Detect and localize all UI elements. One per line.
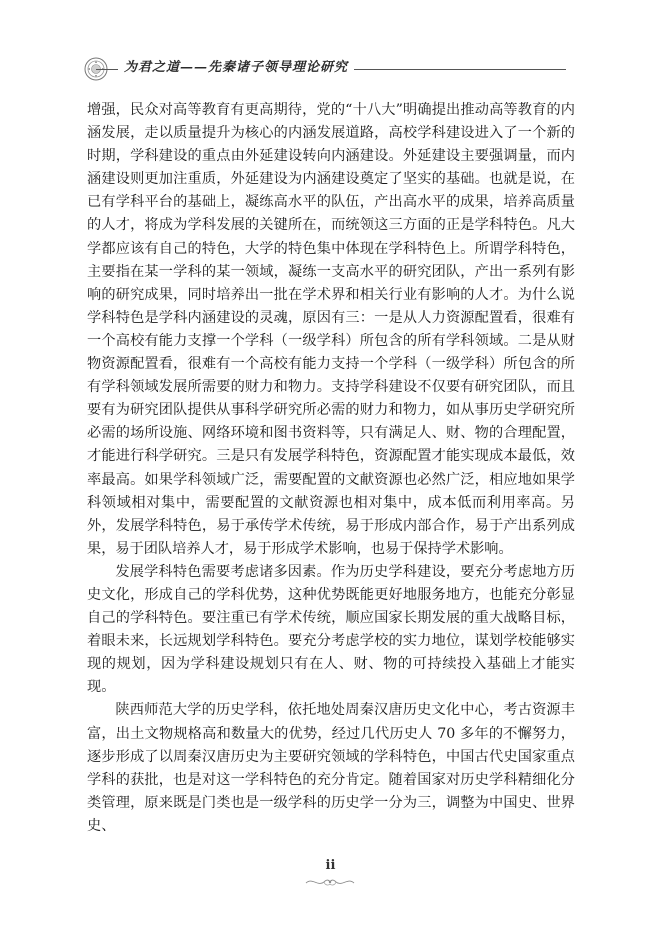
paragraph-2: 发展学科特色需要考虑诸多因素。作为历史学科建设，要充分考虑地方历史文化，形成自己的学科优势，这种优势既能更好地服务地方，也能充分彰显自己的学科特色。要注重已有学术传统，顺应国家长期发展的重大战略目标，着眼未来，长远规划学科特色。要充分考虑学校的实力地位，谋划学校能够实现的规划，因为学科建设规划只有在人、财、物的可持续投入基础上才能实现。: [87, 563, 575, 696]
running-title: 为君之道——先秦诸子领导理论研究: [118, 56, 354, 75]
body-text: [87, 99, 575, 838]
paragraph-1: 增强，民众对高等教育有更高期待，党的“十八大”明确提出推动高等教育的内涵发展，走以质量提升为核心的内涵发展道路，高校学科建设进入了一个新的时期，学科建设的重点由外延建设转向内涵建设。外延建设主要强调量，而内涵建设则更加注重质，外延建设为内涵建设奠定了坚实的基础。也就是说，在已有学科平台的基础上，凝练高水平的队伍，产出高水平的成果，培养高质量的人才，将成为学科发展的关键所在，而统领这三方面的正是学科特色。凡大学都应该有自己的特色，大学的特色集中体现在学科特色上。所谓学科特色，主要指在某一学科的某一领域，凝练一支高水平的研究团队，产出一系列有影响的研究成果，同时培养出一批在学术界和相关行业有影响的人才。为什么说学科特色是学科内涵建设的灵魂，原因有三：一是从人力资源配置看，很难有一个高校有能力支撑一个学科（一级学科）所包含的所有学科领域。二是从财物资源配置看，很难有一个高校有能力支持一个学科（一级学科）所包含的所有学科领域发展所需要的财力和物力。支持学科建设不仅要有研究团队，而且要有为研究团队提供从事科学研究所必需的财力和物力，如从事历史学研究所必需的场所设施、网络环境和图书资料等，只有满足人、财、物的合理配置，才能进行科学研究。三是只有发展学科特色，资源配置才能实现成本最低，效率最高。如果学科领域广泛，需要配置的文献资源也必然广泛，相应地如果学科领域相对集中，需要配置的文献资源也相对集中，成本低而利用率高。另外，发展学科特色，易于承传学术传统，易于形成内部合作，易于产出系列成果，易于团队培养人才，易于形成学术影响，也易于保持学术影响。: [87, 102, 575, 557]
page-number: ii: [325, 858, 336, 873]
page-footer: [0, 858, 661, 908]
floral-flourish-icon: [304, 875, 356, 889]
paragraph-3: 陕西师范大学的历史学科，依托地处周秦汉唐历史文化中心，考古资源丰富，出土文物规格高和数量大的优势，经过几代历史人 70 多年的不懈努力，逐步形成了以周秦汉唐历史为主要研究领域的学科特色，中国古代史国家重点学科的获批，也是对这一学科特色的充分肯定。随着国家对历史学科精细化分类管理，原来既是门类也是一级学科的历史学一分为三，调整为中国史、世界史、: [87, 702, 575, 834]
running-header: [0, 0, 661, 90]
